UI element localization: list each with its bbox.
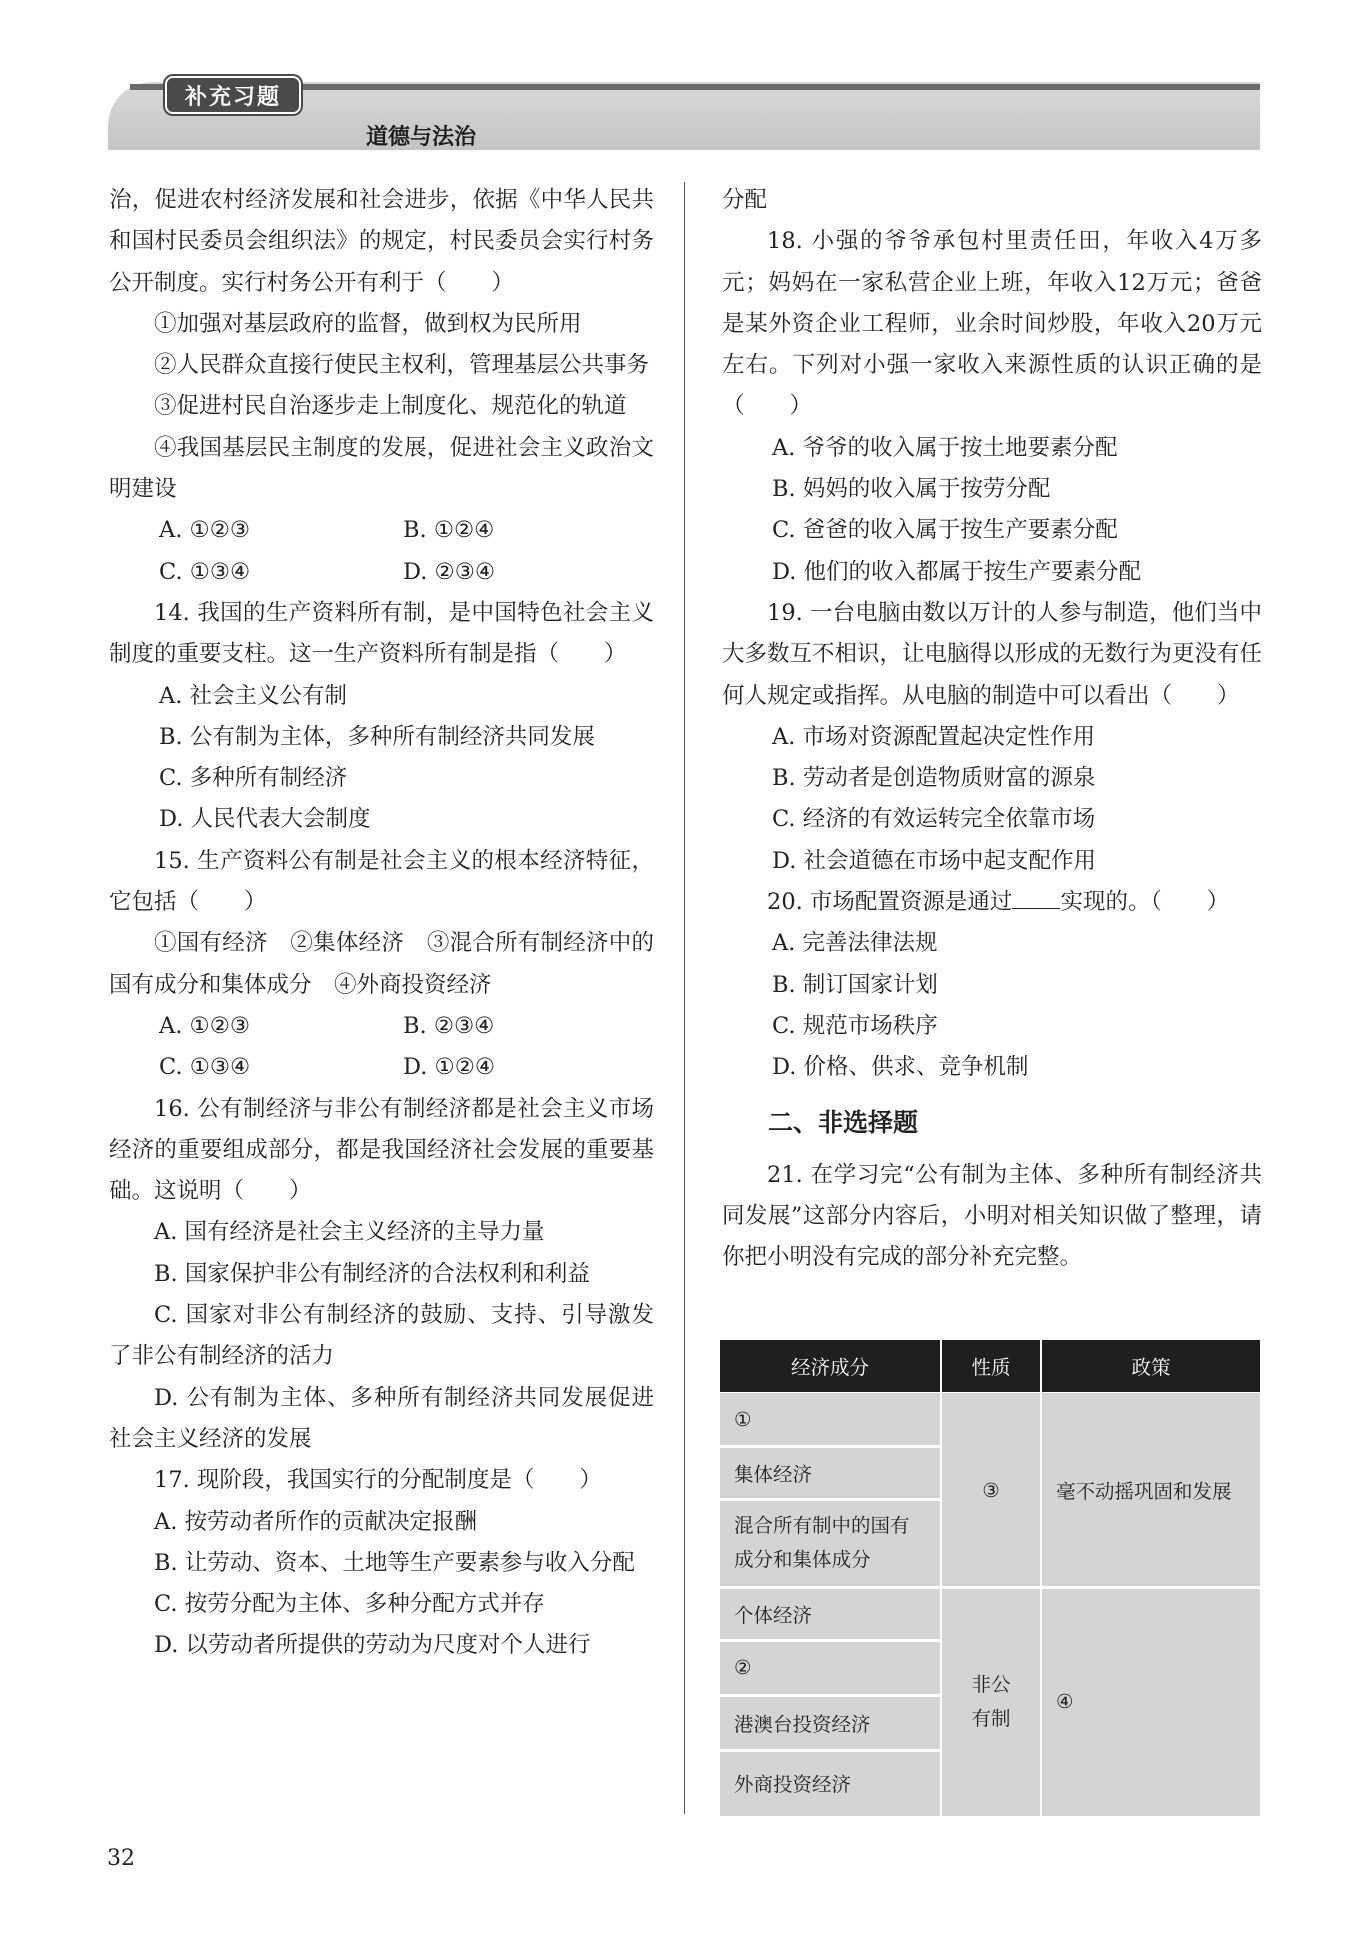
q13-option-c[interactable]: C. ①③④ bbox=[159, 558, 251, 585]
header-tag: 补充习题 bbox=[165, 76, 301, 114]
q15-options-row-2 bbox=[109, 1047, 654, 1088]
q16-option-d[interactable]: D. 公有制为主体、多种所有制经济共同发展促进社会主义经济的发展 bbox=[109, 1384, 654, 1452]
q13-item-1: ①加强对基层政府的监督，做到权为民所用 bbox=[154, 310, 582, 337]
table-cell-mixed bbox=[720, 1499, 940, 1587]
table-cell-policy-public: 毫不动摇巩固和发展 bbox=[1042, 1393, 1260, 1587]
q13-option-d[interactable]: D. ②③④ bbox=[403, 558, 496, 585]
q13-options-row-1 bbox=[109, 510, 654, 551]
q20-option-d[interactable]: D. 价格、供求、竞争机制 bbox=[772, 1054, 1029, 1081]
left-column bbox=[109, 180, 654, 1667]
q13-option-b[interactable]: B. ①②④ bbox=[403, 517, 495, 544]
q15-options-row-1 bbox=[109, 1006, 654, 1047]
table-divider bbox=[720, 1498, 940, 1501]
q13-option-a[interactable]: A. ①②③ bbox=[159, 517, 251, 544]
q17-option-a[interactable]: A. 按劳动者所作的贡献决定报酬 bbox=[154, 1508, 478, 1535]
q20-option-b[interactable]: B. 制订国家计划 bbox=[772, 971, 938, 998]
column-divider bbox=[684, 182, 685, 1814]
q14-option-b[interactable]: B. 公有制为主体，多种所有制经济共同发展 bbox=[159, 723, 595, 750]
page-number: 32 bbox=[107, 1846, 135, 1871]
q20-text-after: 实现的。（ ） bbox=[1060, 889, 1230, 916]
table-cell-mixed-text: 混合所有制中的国有成分和集体成分 bbox=[734, 1514, 910, 1571]
question-17: 17. 现阶段，我国实行的分配制度是（ ） bbox=[154, 1467, 602, 1494]
table-cell-blank-3[interactable]: ③ bbox=[942, 1393, 1040, 1587]
q13-item-3: ③促进村民自治逐步走上制度化、规范化的轨道 bbox=[154, 393, 627, 420]
q18-option-b[interactable]: B. 妈妈的收入属于按劳分配 bbox=[772, 476, 1051, 503]
economy-table bbox=[720, 1340, 1260, 1816]
q16-option-a[interactable]: A. 国有经济是社会主义经济的主导力量 bbox=[154, 1219, 545, 1246]
question-19: 19. 一台电脑由数以万计的人参与制造，他们当中大多数互不相识，让电脑得以形成的无数行为更没有任何人规定或指挥。从电脑的制造中可以看出（ ） bbox=[722, 599, 1263, 709]
q16-option-c[interactable]: C. 国家对非公有制经济的鼓励、支持、引导激发了非公有制经济的活力 bbox=[109, 1302, 654, 1370]
question-20 bbox=[722, 882, 1262, 923]
header-subject: 道德与法治 bbox=[366, 125, 477, 150]
q18-option-d[interactable]: D. 他们的收入都属于按生产要素分配 bbox=[772, 558, 1142, 585]
table-header-policy: 政策 bbox=[1042, 1340, 1260, 1392]
table-cell-non-public bbox=[942, 1587, 1040, 1816]
q14-option-a[interactable]: A. 社会主义公有制 bbox=[159, 682, 348, 709]
table-header-nature: 性质 bbox=[942, 1340, 1040, 1392]
q17-option-d-continued: 分配 bbox=[722, 187, 768, 213]
table-cell-blank-4[interactable]: ④ bbox=[1042, 1587, 1260, 1816]
question-16: 16. 公有制经济与非公有制经济都是社会主义市场经济的重要组成部分，都是我国经济社会发展的重要基础。这说明（ ） bbox=[109, 1095, 654, 1205]
q17-option-d[interactable]: D. 以劳动者所提供的劳动为尺度对个人进行 bbox=[154, 1632, 591, 1659]
q20-option-a[interactable]: A. 完善法律法规 bbox=[772, 930, 938, 957]
section-heading: 二、非选择题 bbox=[768, 1107, 919, 1137]
table-cell-blank-1[interactable]: ① bbox=[720, 1393, 940, 1446]
table-divider bbox=[720, 1694, 940, 1697]
table-divider bbox=[720, 1586, 1260, 1589]
q19-option-b[interactable]: B. 劳动者是创造物质财富的源泉 bbox=[772, 765, 1096, 792]
q17-option-c[interactable]: C. 按劳分配为主体、多种分配方式并存 bbox=[154, 1591, 545, 1618]
question-15: 15. 生产资料公有制是社会主义的根本经济特征，它包括（ ） bbox=[109, 847, 654, 916]
table-header-component: 经济成分 bbox=[720, 1340, 940, 1392]
q20-blank[interactable] bbox=[1012, 886, 1060, 909]
q15-items: ①国有经济 ②集体经济 ③混合所有制经济中的国有成分和集体成分 ④外商投资经济 bbox=[109, 930, 654, 998]
q13-item-2: ②人民群众直接行使民主权利，管理基层公共事务 bbox=[154, 352, 650, 379]
table-cell-blank-2[interactable]: ② bbox=[720, 1640, 940, 1695]
q15-option-a[interactable]: A. ①②③ bbox=[159, 1012, 251, 1039]
q15-option-b[interactable]: B. ②③④ bbox=[403, 1012, 495, 1039]
table-divider bbox=[720, 1639, 940, 1642]
q19-option-d[interactable]: D. 社会道德在市场中起支配作用 bbox=[772, 847, 1097, 874]
q19-option-a[interactable]: A. 市场对资源配置起决定性作用 bbox=[772, 723, 1096, 750]
q19-option-c[interactable]: C. 经济的有效运转完全依靠市场 bbox=[772, 806, 1096, 833]
q17-option-b[interactable]: B. 让劳动、资本、土地等生产要素参与收入分配 bbox=[154, 1549, 635, 1576]
table-cell-non-public-text: 非公有制 bbox=[971, 1672, 1011, 1730]
q15-option-d[interactable]: D. ①②④ bbox=[403, 1054, 496, 1081]
q20-option-c[interactable]: C. 规范市场秩序 bbox=[772, 1012, 938, 1039]
question-13-continued: 治，促进农村经济发展和社会进步，依据《中华人民共和国村民委员会组织法》的规定，村民委员会实行村务公开制度。实行村务公开有利于（ ） bbox=[109, 187, 654, 296]
question-14: 14. 我国的生产资料所有制，是中国特色社会主义制度的重要支柱。这一生产资料所有制是指（ ） bbox=[109, 599, 654, 668]
table-cell-collective: 集体经济 bbox=[720, 1446, 940, 1499]
question-18: 18. 小强的爷爷承包村里责任田，年收入4万多元；妈妈在一家私营企业上班，年收入12万元；爸爸是某外资企业工程师，业余时间炒股，年收入20万元左右。下列对小强一家收入来源性质的认识正确的是（ ） bbox=[722, 228, 1262, 420]
q20-text-before: 20. 市场配置资源是通过 bbox=[767, 889, 1013, 916]
table-cell-individual: 个体经济 bbox=[720, 1587, 940, 1640]
q13-options-row-2 bbox=[109, 552, 654, 593]
q16-option-b[interactable]: B. 国家保护非公有制经济的合法权利和利益 bbox=[154, 1260, 590, 1287]
right-column bbox=[722, 180, 1262, 1278]
q14-option-c[interactable]: C. 多种所有制经济 bbox=[159, 765, 348, 792]
q15-option-c[interactable]: C. ①③④ bbox=[159, 1054, 251, 1081]
q14-option-d[interactable]: D. 人民代表大会制度 bbox=[159, 806, 371, 833]
q18-option-a[interactable]: A. 爷爷的收入属于按土地要素分配 bbox=[772, 434, 1118, 461]
table-divider bbox=[720, 1445, 940, 1448]
table-cell-hk-macau-taiwan: 港澳台投资经济 bbox=[720, 1695, 940, 1750]
table-divider bbox=[720, 1749, 940, 1752]
table-cell-foreign: 外商投资经济 bbox=[720, 1750, 940, 1816]
question-21: 21. 在学习完“公有制为主体、多种所有制经济共同发展”这部分内容后，小明对相关知识做了整理，请你把小明没有完成的部分补充完整。 bbox=[722, 1161, 1262, 1271]
q18-option-c[interactable]: C. 爸爸的收入属于按生产要素分配 bbox=[772, 517, 1118, 544]
q13-item-4: ④我国基层民主制度的发展，促进社会主义政治文明建设 bbox=[109, 434, 654, 503]
